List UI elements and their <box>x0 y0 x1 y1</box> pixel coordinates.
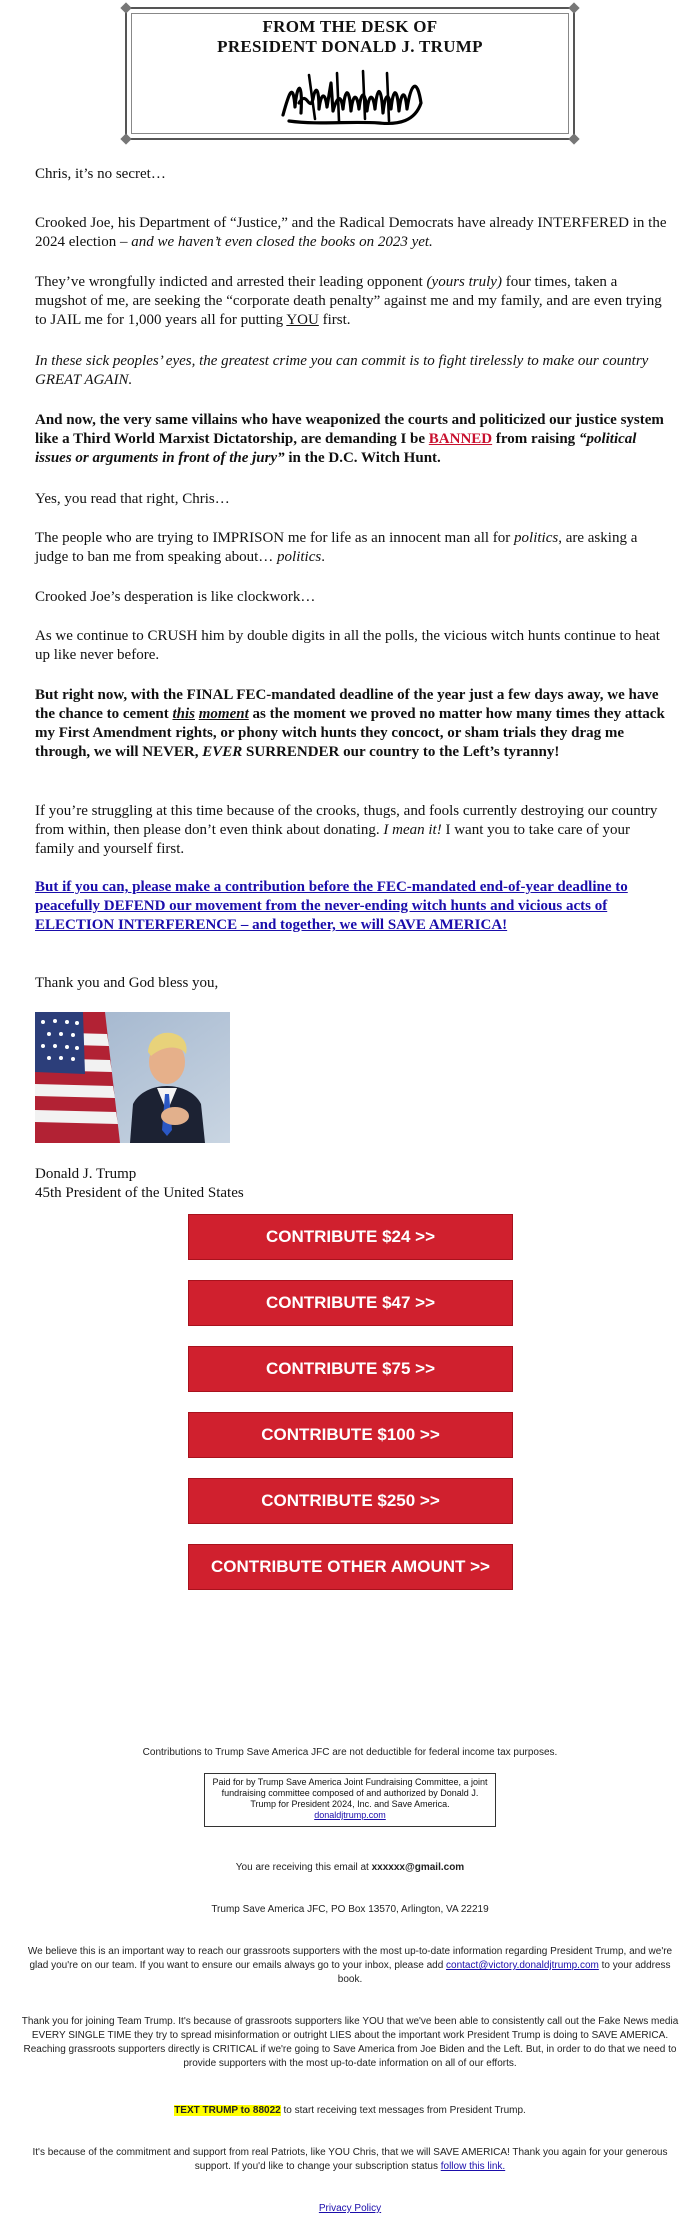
italic-span: (yours truly) <box>426 274 502 290</box>
contact-email-link[interactable]: contact@victory.donaldjtrump.com <box>446 1960 599 1971</box>
letterhead-title <box>127 17 573 57</box>
subscription-link[interactable]: follow this link. <box>440 2161 506 2172</box>
subscription-notice <box>20 2146 680 2174</box>
text-span: four times, taken a mugshot of me, are seeking the “corporate death penalty” against me and my family, and are even trying to JAIL me for 1,000 years all for putting <box>35 274 662 328</box>
text-span: in the D.C. Witch Hunt. <box>284 450 441 466</box>
letterhead-box <box>125 7 575 140</box>
text-span: SURRENDER our country to the Left’s tyranny! <box>242 744 560 760</box>
signer-title: 45th President of the United States <box>35 1185 244 1201</box>
paragraph-3 <box>35 352 667 390</box>
italic-span: In these sick peoples’ eyes, the greatest crime you can commit is to fight tirelessly to make our country GREAT AGAIN. <box>35 353 649 388</box>
corner-ornament <box>120 2 131 13</box>
contribute-250-button[interactable]: CONTRIBUTE $250 >> <box>188 1478 513 1524</box>
photo-illustration <box>35 1012 230 1143</box>
paragraph-5: Yes, you read that right, Chris… <box>35 491 230 507</box>
text-trump-highlight: TEXT TRUMP to 88022 <box>174 2105 281 2116</box>
letterhead-line1: FROM THE DESK OF <box>262 17 438 36</box>
trump-photo <box>35 1012 230 1143</box>
text-span: first. <box>318 312 351 328</box>
corner-ornament <box>568 2 579 13</box>
text-span: It's because of the commitment and support from real Patriots, like YOU Chris, that we will SAVE AMERICA! Thank you again for your generous support. If you'd like to change your subscription status <box>32 2147 668 2172</box>
text-span: . <box>321 549 325 565</box>
text-span: They’ve wrongfully indicted and arrested their leading opponent <box>35 274 427 290</box>
paragraph-11 <box>35 878 667 935</box>
donaldjtrump-link[interactable]: donaldjtrump.com <box>314 1810 386 1820</box>
italic-span: politics <box>514 530 559 546</box>
mailing-address: Trump Save America JFC, PO Box 13570, Arlington, VA 22219 <box>211 1904 489 1915</box>
corner-ornament <box>568 133 579 144</box>
emphasis-span: moment <box>198 706 249 722</box>
receiving-notice <box>20 1861 680 1875</box>
recipient-email: xxxxxx@gmail.com <box>371 1862 465 1873</box>
italic-span: “political issues or arguments in front of the jury” <box>35 431 637 466</box>
text-span: But right now, with the FINAL FEC-mandated deadline of the year just a few days away, we have the chance to cement <box>35 687 659 722</box>
paragraph-1 <box>35 214 667 252</box>
contribute-75-button[interactable]: CONTRIBUTE $75 >> <box>188 1346 513 1392</box>
paragraph-7: Crooked Joe’s desperation is like clockwork… <box>35 589 316 605</box>
privacy-row <box>20 2202 680 2216</box>
contribute-cta-link[interactable]: But if you can, please make a contribution before the FEC-mandated end-of-year deadline to peacefully DEFEND our movement from the never-ending witch hunts and vicious acts of ELECTION INTERFERENCE – and together, we will SAVE AMERICA! <box>35 879 628 933</box>
text-span: You are receiving this email at <box>235 1862 372 1873</box>
greeting: Chris, it’s no secret… <box>35 166 166 182</box>
text-span: , are asking a judge to ban me from speaking about… <box>35 530 638 565</box>
text-span: Crooked Joe, his Department of “Justice,” and the Radical Democrats have already INTERFERED in the 2024 election – <box>35 215 667 250</box>
contribute-100-button[interactable]: CONTRIBUTE $100 >> <box>188 1412 513 1458</box>
signer-name: Donald J. Trump <box>35 1166 137 1182</box>
signature-image <box>279 63 427 131</box>
text-span: I want you to take care of your family and yourself first. <box>35 822 630 857</box>
whitelist-notice <box>20 1945 680 1987</box>
tax-disclaimer: Contributions to Trump Save America JFC are not deductible for federal income tax purposes. <box>142 1747 558 1758</box>
text-span: The people who are trying to IMPRISON me for life as an innocent man all for <box>35 530 515 546</box>
text-span: as the moment we proved no matter how many times they attack my First Amendment rights, or phony witch hunts they concoct, or sham trials they drag me through, we will NEVER, <box>35 706 665 760</box>
paid-for-box <box>204 1773 496 1827</box>
paragraph-4 <box>35 411 667 468</box>
italic-span: and we haven’t even closed the books on 2023 yet. <box>131 234 433 250</box>
corner-ornament <box>120 133 131 144</box>
text-span: We believe this is an important way to reach our grassroots supporters with the most up-to-date information regarding President Trump, and we're glad you're on our team. If you want to ensure our emails always go to your inbox, please add <box>27 1946 673 1971</box>
paragraph-6 <box>35 529 667 567</box>
text-span: to start receiving text messages from President Trump. <box>280 2105 526 2116</box>
italic-span: I mean it! <box>383 822 442 838</box>
letterhead-line2: PRESIDENT DONALD J. TRUMP <box>217 37 483 56</box>
contribute-other-amount-button[interactable]: CONTRIBUTE OTHER AMOUNT >> <box>188 1544 513 1590</box>
italic-span: politics <box>277 549 322 565</box>
paid-for-text: Paid for by Trump Save America Joint Fundraising Committee, a joint fundraising committee composed of and authorized by Donald J. Trump for President 2024, Inc. and Save America. <box>212 1777 488 1809</box>
text-span: If you’re struggling at this time because of the crooks, thugs, and fools currently destroying our country from within, then please don’t even think about donating. <box>35 803 658 838</box>
contribute-47-button[interactable]: CONTRIBUTE $47 >> <box>188 1280 513 1326</box>
paragraph-9 <box>35 686 667 762</box>
signature-block <box>35 1165 244 1203</box>
contribute-24-button[interactable]: CONTRIBUTE $24 >> <box>188 1214 513 1260</box>
text-signup-notice <box>20 2104 680 2118</box>
paragraph-8: As we continue to CRUSH him by double digits in all the polls, the vicious witch hunts continue to heat up like never before. <box>35 628 660 663</box>
text-span: And now, the very same villains who have weaponized the courts and politicized our justice system like a Third World Marxist Dictatorship, are demanding I be <box>35 412 664 447</box>
italic-span: EVER <box>202 744 243 760</box>
team-trump-notice: Thank you for joining Team Trump. It's because of grassroots supporters like YOU that we've been able to consistently call out the Fake News media EVERY SINGLE TIME they try to spread misinformation or outright LIES about the important work President Trump is doing to SAVE AMERICA. Reaching grassroots supporters directly is CRITICAL if we're going to Save America from Joe Biden and the Left. But, in order to do that we need to provide supporters with the most up-to-date information on all of our efforts. <box>21 2016 679 2069</box>
paragraph-10 <box>35 802 667 859</box>
banned-word: BANNED <box>428 431 493 447</box>
sign-off: Thank you and God bless you, <box>35 975 219 991</box>
text-span: to your address book. <box>337 1960 671 1985</box>
underline-span: YOU <box>286 312 319 328</box>
text-span: from raising <box>492 431 579 447</box>
emphasis-span: this <box>172 706 195 722</box>
privacy-policy-link[interactable]: Privacy Policy <box>318 2203 382 2214</box>
paragraph-2 <box>35 273 667 330</box>
